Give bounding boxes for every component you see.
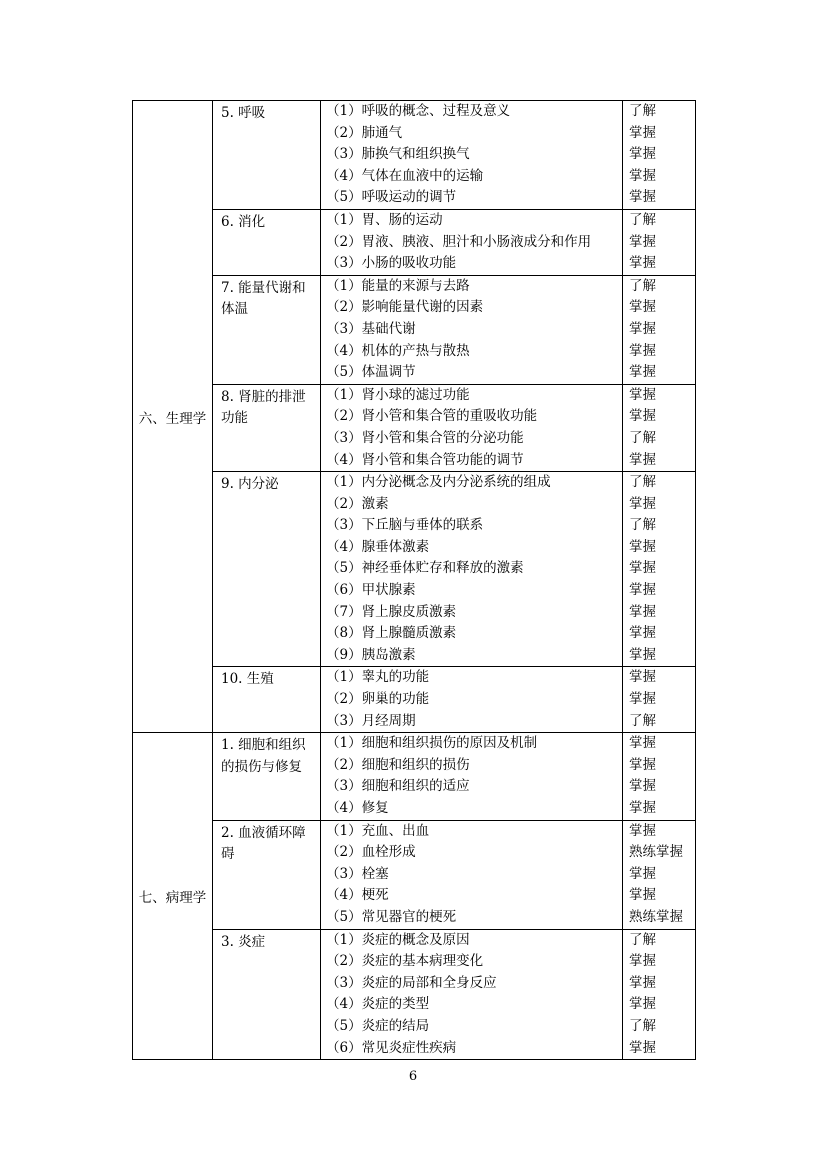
item-text: （3）肺换气和组织换气 bbox=[326, 146, 470, 163]
item-level: 掌握 bbox=[629, 800, 656, 816]
level-list bbox=[623, 209, 696, 275]
topic-title: 5. 呼吸 bbox=[213, 101, 321, 210]
item-text: （3）炎症的局部和全身反应 bbox=[326, 974, 497, 991]
item-text: （3）下丘脑与垂体的联系 bbox=[326, 517, 484, 534]
topic-title: 7. 能量代谢和体温 bbox=[213, 275, 321, 384]
item-level: 了解 bbox=[629, 931, 656, 948]
item-level: 掌握 bbox=[629, 408, 656, 425]
item-text: （4）梗死 bbox=[326, 887, 389, 904]
item-level: 掌握 bbox=[629, 646, 656, 663]
item-level: 掌握 bbox=[629, 822, 656, 839]
item-level: 掌握 bbox=[629, 299, 656, 316]
table-row bbox=[133, 820, 696, 929]
item-level: 掌握 bbox=[629, 756, 656, 773]
item-level: 掌握 bbox=[629, 735, 656, 752]
item-text: （1）睾丸的功能 bbox=[326, 669, 430, 686]
item-text: （1）胃、肠的运动 bbox=[326, 211, 443, 228]
item-text: （2）影响能量代谢的因素 bbox=[326, 299, 484, 316]
item-level: 了解 bbox=[629, 517, 656, 534]
table-row bbox=[133, 472, 696, 667]
page-number: 6 bbox=[408, 1069, 418, 1084]
item-text: （3）月经周期 bbox=[326, 712, 416, 729]
item-text: （2）激素 bbox=[326, 495, 389, 512]
item-level: 了解 bbox=[629, 1017, 656, 1034]
item-level: 掌握 bbox=[629, 996, 656, 1013]
level-list bbox=[623, 733, 696, 820]
table-row bbox=[133, 667, 696, 733]
item-level: 掌握 bbox=[629, 953, 656, 970]
topic-title: 10. 生殖 bbox=[213, 667, 321, 733]
item-level: 掌握 bbox=[629, 342, 656, 359]
level-list bbox=[623, 101, 696, 210]
item-text: （4）气体在血液中的运输 bbox=[326, 167, 484, 184]
item-text: （3）栓塞 bbox=[326, 865, 389, 882]
item-text: （1）内分泌概念及内分泌系统的组成 bbox=[326, 474, 551, 491]
item-text: （3）小肠的吸收功能 bbox=[326, 255, 457, 272]
table-row bbox=[133, 101, 696, 210]
item-level: 掌握 bbox=[629, 1039, 656, 1056]
item-text: （3）基础代谢 bbox=[326, 320, 416, 337]
item-level: 掌握 bbox=[629, 189, 656, 206]
item-list bbox=[321, 472, 623, 667]
item-text: （1）炎症的概念及原因 bbox=[326, 931, 470, 948]
item-level: 掌握 bbox=[629, 865, 656, 882]
item-level: 掌握 bbox=[629, 146, 656, 163]
topic-title: 2. 血液循环障碍 bbox=[213, 820, 321, 929]
item-list bbox=[321, 101, 623, 210]
item-text: （5）神经垂体贮存和释放的激素 bbox=[326, 560, 524, 577]
item-level: 掌握 bbox=[629, 582, 656, 599]
item-level: 熟练掌握 bbox=[629, 844, 683, 861]
table-row bbox=[133, 384, 696, 471]
item-level: 掌握 bbox=[629, 233, 656, 250]
item-level: 掌握 bbox=[629, 320, 656, 337]
item-text: （5）炎症的结局 bbox=[326, 1017, 430, 1034]
item-text: （1）呼吸的概念、过程及意义 bbox=[326, 103, 511, 119]
item-text: （3）肾小管和集合管的分泌功能 bbox=[326, 429, 524, 446]
item-text: （1）细胞和组织损伤的原因及机制 bbox=[326, 735, 538, 752]
item-list bbox=[321, 209, 623, 275]
level-list bbox=[623, 820, 696, 929]
table-row bbox=[133, 929, 696, 1060]
item-level: 掌握 bbox=[629, 386, 656, 403]
item-level: 了解 bbox=[629, 211, 656, 228]
level-list bbox=[623, 929, 696, 1060]
item-level: 掌握 bbox=[629, 538, 656, 555]
item-list bbox=[321, 275, 623, 384]
item-text: （1）能量的来源与去路 bbox=[326, 277, 470, 294]
item-level: 掌握 bbox=[629, 603, 656, 620]
item-level: 掌握 bbox=[629, 167, 656, 184]
level-list bbox=[623, 472, 696, 667]
item-list bbox=[321, 733, 623, 820]
item-level: 了解 bbox=[629, 103, 656, 119]
level-list bbox=[623, 275, 696, 384]
topic-title: 1. 细胞和组织的损伤与修复 bbox=[213, 733, 321, 820]
item-text: （5）常见器官的梗死 bbox=[326, 908, 457, 925]
item-level: 了解 bbox=[629, 474, 656, 491]
topic-title: 9. 内分泌 bbox=[213, 472, 321, 667]
item-text: （1）肾小球的滤过功能 bbox=[326, 386, 470, 403]
section-name: 六、生理学 bbox=[133, 101, 213, 733]
item-text: （4）修复 bbox=[326, 800, 389, 816]
topic-title: 6. 消化 bbox=[213, 209, 321, 275]
item-level: 掌握 bbox=[629, 560, 656, 577]
item-text: （2）卵巢的功能 bbox=[326, 691, 430, 708]
item-text: （4）腺垂体激素 bbox=[326, 538, 430, 555]
section-name: 七、病理学 bbox=[133, 733, 213, 1060]
item-text: （9）胰岛激素 bbox=[326, 646, 416, 663]
item-list bbox=[321, 384, 623, 471]
item-text: （2）胃液、胰液、胆汁和小肠液成分和作用 bbox=[326, 233, 592, 250]
item-text: （2）肺通气 bbox=[326, 124, 403, 141]
item-text: （2）炎症的基本病理变化 bbox=[326, 953, 484, 970]
item-text: （1）充血、出血 bbox=[326, 822, 430, 839]
item-level: 掌握 bbox=[629, 887, 656, 904]
item-level: 掌握 bbox=[629, 691, 656, 708]
item-level: 了解 bbox=[629, 712, 656, 729]
item-level: 掌握 bbox=[629, 364, 656, 381]
item-level: 掌握 bbox=[629, 495, 656, 512]
item-text: （8）肾上腺髓质激素 bbox=[326, 625, 457, 642]
item-level: 掌握 bbox=[629, 778, 656, 795]
syllabus-table bbox=[132, 100, 696, 1060]
item-text: （2）细胞和组织的损伤 bbox=[326, 756, 470, 773]
item-text: （6）甲状腺素 bbox=[326, 582, 416, 599]
item-level: 掌握 bbox=[629, 974, 656, 991]
item-text: （4）炎症的类型 bbox=[326, 996, 430, 1013]
item-list bbox=[321, 929, 623, 1060]
syllabus-table-body bbox=[133, 101, 696, 1060]
item-level: 熟练掌握 bbox=[629, 908, 683, 925]
item-level: 掌握 bbox=[629, 625, 656, 642]
item-text: （2）血栓形成 bbox=[326, 844, 416, 861]
level-list bbox=[623, 384, 696, 471]
item-text: （4）机体的产热与散热 bbox=[326, 342, 470, 359]
item-level: 掌握 bbox=[629, 124, 656, 141]
table-row bbox=[133, 209, 696, 275]
item-list bbox=[321, 667, 623, 733]
item-text: （5）呼吸运动的调节 bbox=[326, 189, 457, 206]
item-list bbox=[321, 820, 623, 929]
item-level: 掌握 bbox=[629, 451, 656, 468]
table-row bbox=[133, 733, 696, 820]
item-level: 了解 bbox=[629, 429, 656, 446]
item-text: （5）体温调节 bbox=[326, 364, 416, 381]
item-level: 掌握 bbox=[629, 255, 656, 272]
item-level: 了解 bbox=[629, 277, 656, 294]
topic-title: 8. 肾脏的排泄功能 bbox=[213, 384, 321, 471]
item-text: （3）细胞和组织的适应 bbox=[326, 778, 470, 795]
item-text: （2）肾小管和集合管的重吸收功能 bbox=[326, 408, 538, 425]
item-level: 掌握 bbox=[629, 669, 656, 686]
topic-title: 3. 炎症 bbox=[213, 929, 321, 1060]
level-list bbox=[623, 667, 696, 733]
item-text: （6）常见炎症性疾病 bbox=[326, 1039, 457, 1056]
table-row bbox=[133, 275, 696, 384]
item-text: （4）肾小管和集合管功能的调节 bbox=[326, 451, 524, 468]
item-text: （7）肾上腺皮质激素 bbox=[326, 603, 457, 620]
